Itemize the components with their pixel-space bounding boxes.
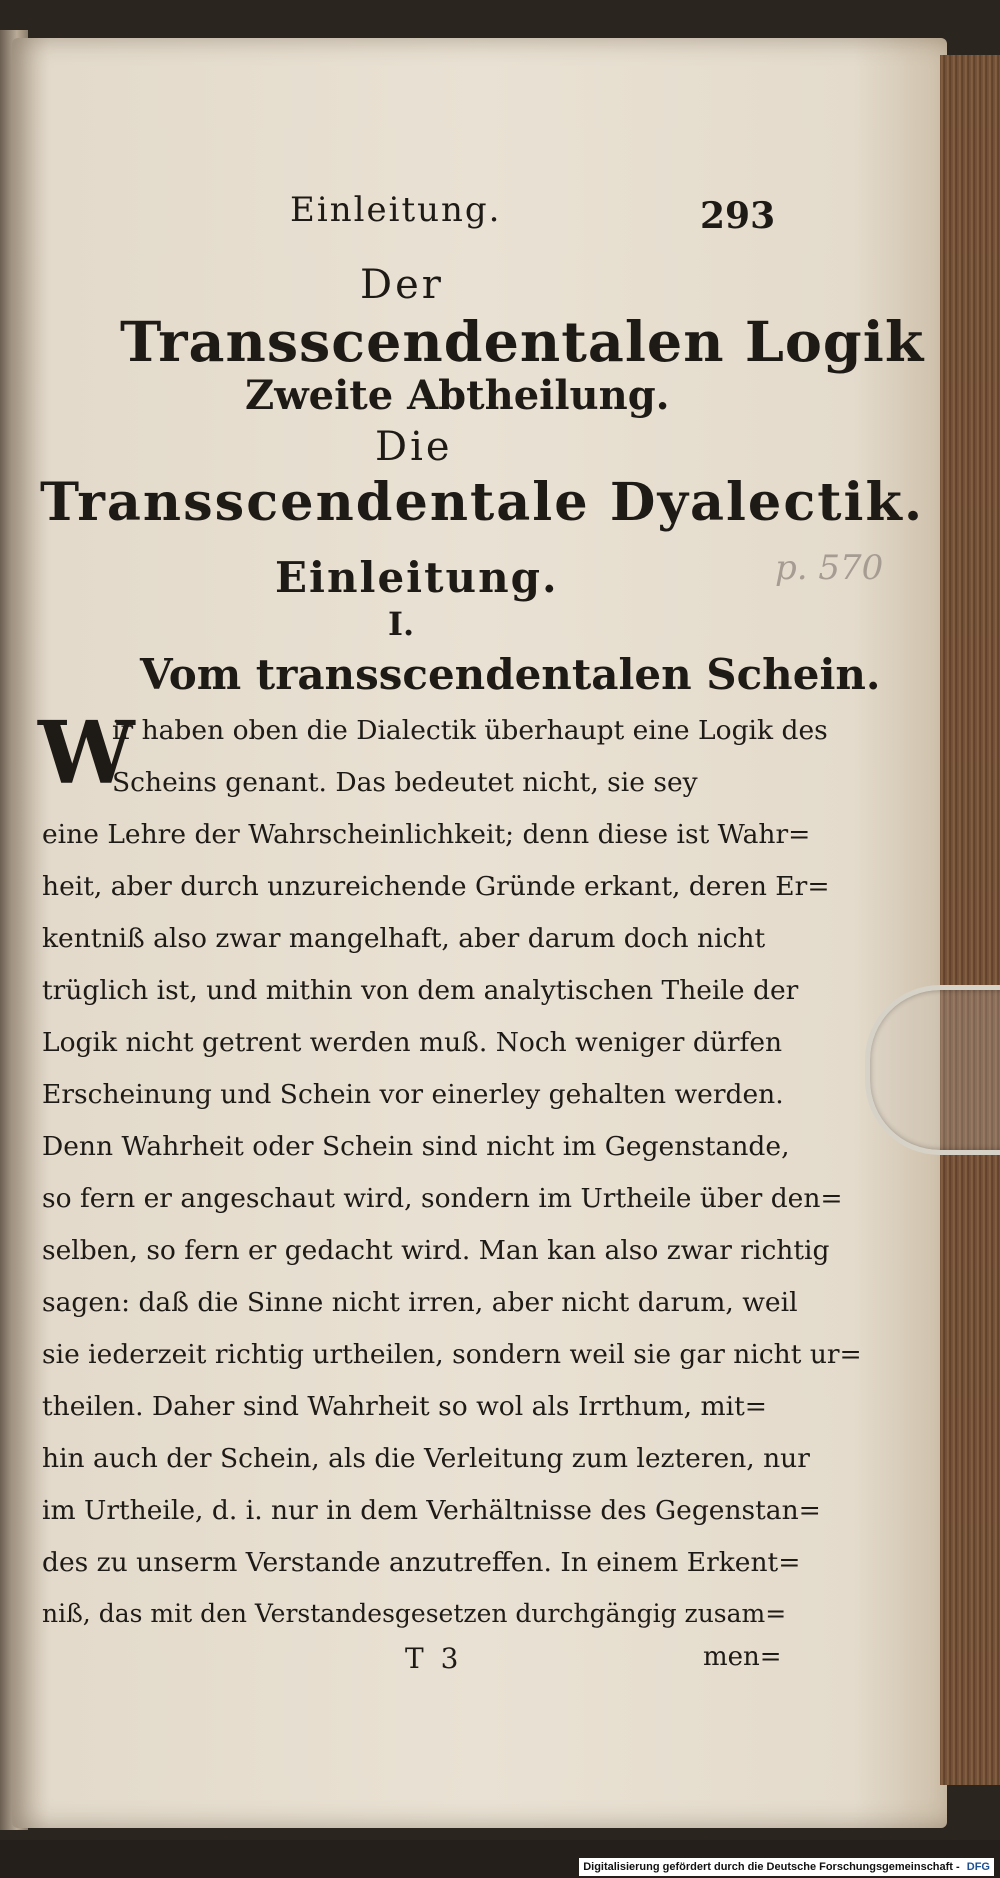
heading-die: Die	[375, 424, 453, 470]
body-line: selben, so fern er gedacht wird. Man kan also zwar richtig	[42, 1235, 830, 1266]
body-line: heit, aber durch unzureichende Gründe erkant, deren Er=	[42, 871, 830, 902]
catchword: men=	[703, 1642, 782, 1672]
heading-zweite-abtheilung: Zweite Abtheilung.	[245, 372, 670, 419]
body-line: theilen. Daher sind Wahrheit so wol als Irrthum, mit=	[42, 1391, 767, 1422]
digitization-credit	[579, 1858, 994, 1876]
page-number: 293	[700, 195, 776, 237]
pencil-annotation: p. 570	[775, 548, 884, 588]
body-line: sie iederzeit richtig urtheilen, sondern weil sie gar nicht ur=	[42, 1339, 862, 1370]
page-clip	[865, 985, 1000, 1155]
heading-transscendentale-dyalectik: Transscendentale Dyalectik.	[40, 472, 925, 533]
body-line: eine Lehre der Wahrscheinlichkeit; denn diese ist Wahr=	[42, 819, 811, 850]
body-line: sagen: daß die Sinne nicht irren, aber nicht darum, weil	[42, 1287, 798, 1318]
body-line: trüglich ist, und mithin von dem analytischen Theile der	[42, 975, 799, 1006]
page-stack-edge	[940, 55, 1000, 1785]
heading-der: Der	[360, 262, 444, 308]
heading-transscendentalen-logik: Transscendentalen Logik	[120, 310, 925, 375]
body-line: im Urtheile, d. i. nur in dem Verhältnisse des Gegenstan=	[42, 1495, 821, 1526]
signature-mark: T 3	[405, 1642, 463, 1675]
credit-text: Digitalisierung gefördert durch die Deutsche Forschungsgemeinschaft -	[583, 1861, 960, 1873]
body-line: kentniß also zwar mangelhaft, aber darum doch nicht	[42, 923, 766, 954]
body-line: so fern er angeschaut wird, sondern im Urtheile über den=	[42, 1183, 843, 1214]
body-line: hin auch der Schein, als die Verleitung zum lezteren, nur	[42, 1443, 810, 1474]
body-line: Logik nicht getrent werden muß. Noch weniger dürfen	[42, 1027, 783, 1058]
body-line: Denn Wahrheit oder Schein sind nicht im Gegenstande,	[42, 1131, 790, 1162]
body-line: ir haben oben die Dialectik überhaupt eine Logik des	[112, 715, 828, 746]
body-line: des zu unserm Verstande anzutreffen. In einem Erkent=	[42, 1547, 801, 1578]
drop-cap: W	[38, 703, 135, 804]
heading-einleitung: Einleitung.	[275, 553, 559, 602]
section-number: I.	[388, 605, 415, 643]
body-line: niß, das mit den Verstandesgesetzen durchgängig zusam=	[42, 1599, 787, 1628]
section-title: Vom transscendentalen Schein.	[140, 650, 881, 699]
dfg-logo: DFG	[966, 1861, 990, 1873]
body-line: Erscheinung und Schein vor einerley gehalten werden.	[42, 1079, 784, 1110]
body-line: Scheins genant. Das bedeutet nicht, sie sey	[112, 767, 698, 798]
running-title: Einleitung.	[290, 190, 502, 230]
